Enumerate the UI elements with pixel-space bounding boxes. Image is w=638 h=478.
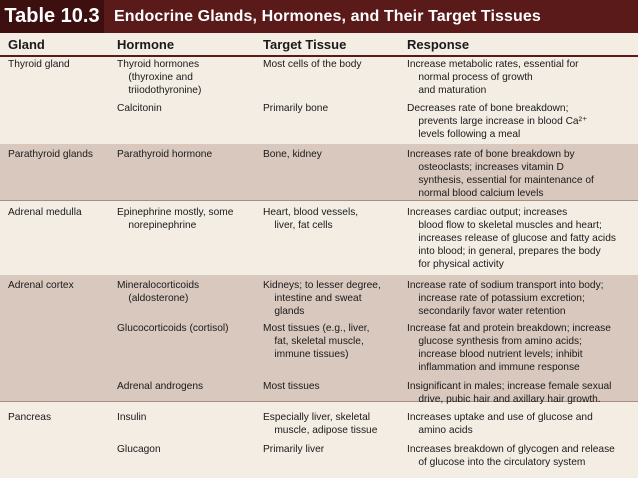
table-cell-gland: Parathyroid glands <box>8 149 93 160</box>
table-cell-gland: Pancreas <box>8 412 52 423</box>
table-cell-hormone: Thyroid hormones (thyroxine and triiodothyronine) <box>117 59 202 96</box>
table-header-row <box>0 33 638 57</box>
table-cell-response: Increases breakdown of glycogen and release of glucose into the circulatory system <box>407 444 615 468</box>
table-cell-response: Increase rate of sodium transport into body; increase rate of potassium excretion; secondarily favor water retention <box>407 280 604 317</box>
table-cell-hormone: Glucocorticoids (cortisol) <box>117 323 229 334</box>
table-title-bar <box>0 0 638 33</box>
table-cell-response: Increase metabolic rates, essential for normal process of growth and maturation <box>407 59 579 96</box>
table-cell-target: Primarily liver <box>263 444 325 455</box>
table-cell-hormone: Epinephrine mostly, some norepinephrine <box>117 207 234 231</box>
table-cell-gland: Adrenal cortex <box>8 280 74 291</box>
table-cell-response: Increases uptake and use of glucose and amino acids <box>407 412 593 436</box>
table-cell-target: Primarily bone <box>263 103 329 114</box>
header-gland: Gland <box>8 36 45 52</box>
table-cell-target: Heart, blood vessels, liver, fat cells <box>263 207 359 231</box>
table-cell-hormone: Insulin <box>117 412 147 423</box>
header-hormone: Hormone <box>117 36 175 52</box>
table-cell-response: Insignificant in males; increase female sexual drive, pubic hair and axillary hair growth. <box>407 381 612 405</box>
table-cell-target: Bone, kidney <box>263 149 322 160</box>
table-title: Endocrine Glands, Hormones, and Their Target Tissues <box>114 7 541 25</box>
table-cell-target: Especially liver, skeletal muscle, adipose tissue <box>263 412 378 436</box>
table-cell-hormone: Mineralocorticoids (aldosterone) <box>117 280 200 304</box>
table-cell-hormone: Glucagon <box>117 444 161 455</box>
table-cell-hormone: Calcitonin <box>117 103 162 114</box>
table-cell-target: Most tissues <box>263 381 320 392</box>
table-cell-hormone: Parathyroid hormone <box>117 149 213 160</box>
header-target-tissue: Target Tissue <box>263 36 347 52</box>
table-cell-response: Decreases rate of bone breakdown; prevents large increase in blood Ca²⁺ levels following a meal <box>407 103 588 140</box>
table-cell-response: Increase fat and protein breakdown; increase glucose synthesis from amino acids; increase blood nutrient levels; inhibit inflammation and immune response <box>407 323 611 373</box>
table-cell-hormone: Adrenal androgens <box>117 381 204 392</box>
table-cell-target: Most cells of the body <box>263 59 362 70</box>
table-cell-response: Increases cardiac output; increases blood flow to skeletal muscles and heart; increases release of glucose and fatty acids into blood; in general, prepares the body for physical activity <box>407 207 616 270</box>
table-cell-response: Increases rate of bone breakdown by osteoclasts; increases vitamin D synthesis, essential for maintenance of normal blood calcium levels <box>407 149 594 199</box>
table-cell-gland: Thyroid gland <box>8 59 70 70</box>
table-cell-gland: Adrenal medulla <box>8 207 82 218</box>
table-number: Table 10.3 <box>0 0 104 33</box>
table-cell-target: Most tissues (e.g., liver, fat, skeletal muscle, immune tissues) <box>263 323 370 360</box>
table-cell-target: Kidneys; to lesser degree, intestine and sweat glands <box>263 280 381 317</box>
header-response: Response <box>407 36 470 52</box>
